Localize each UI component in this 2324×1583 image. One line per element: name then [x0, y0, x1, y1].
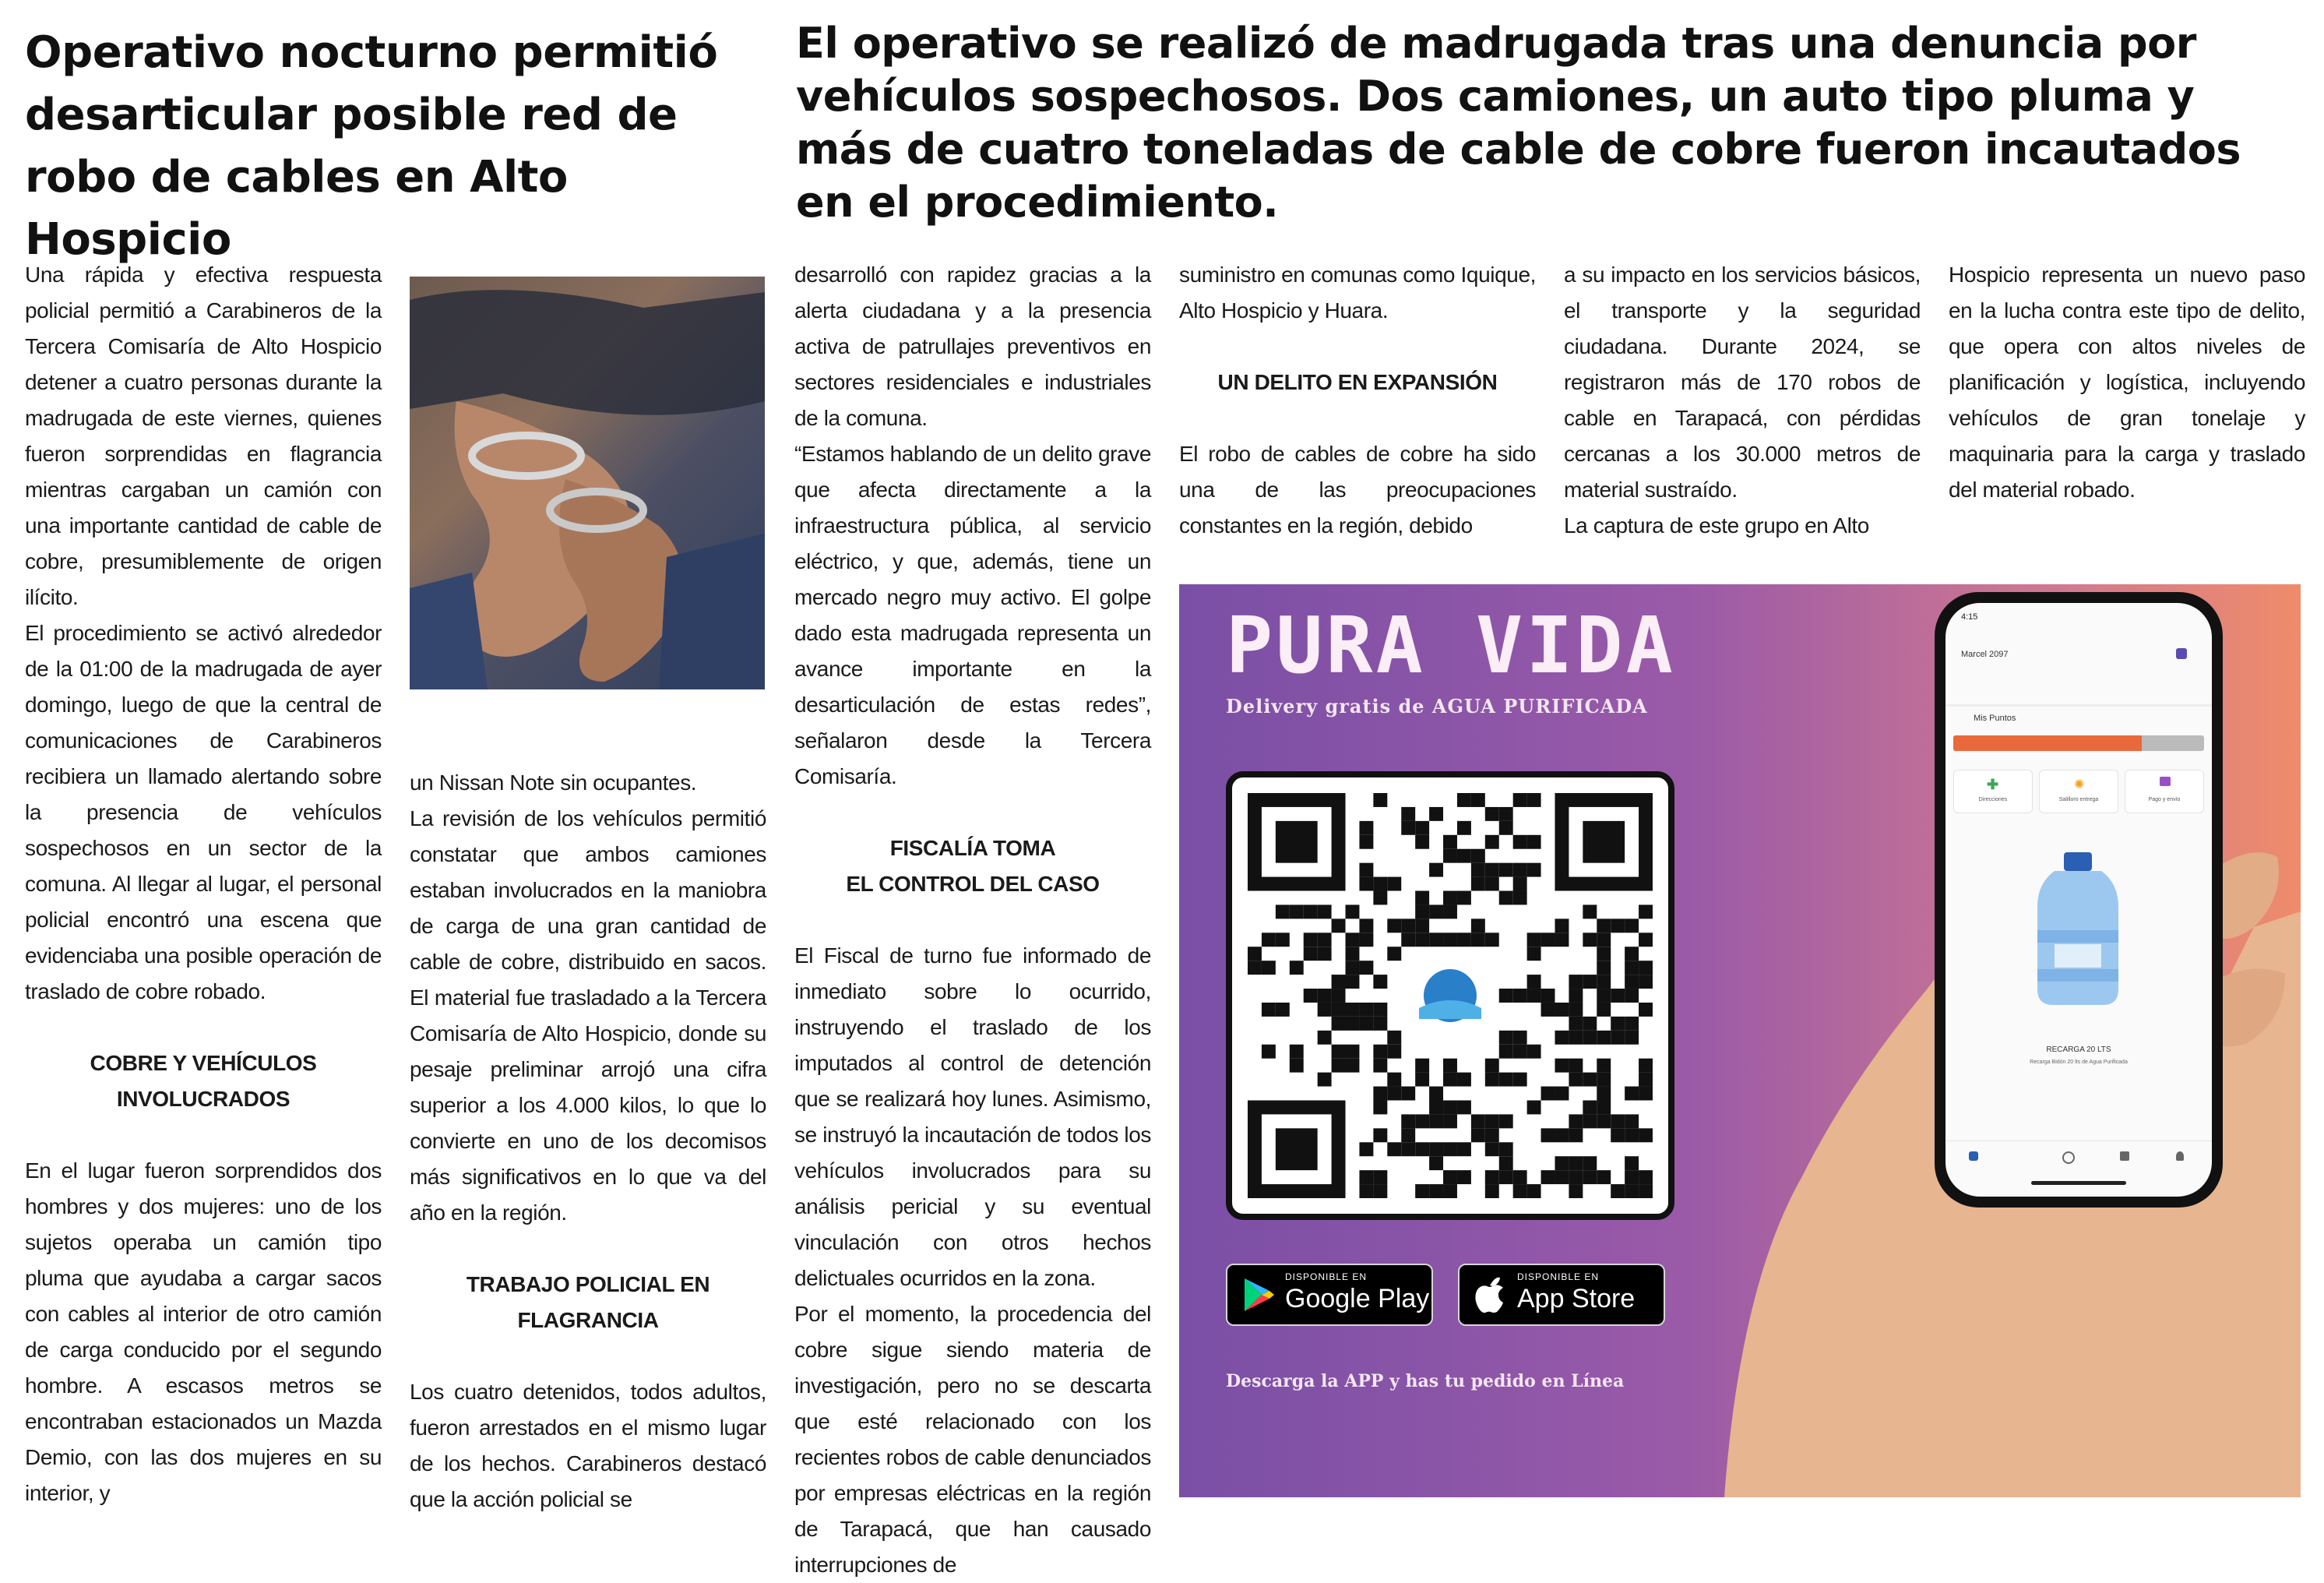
- google-play-caption: DISPONIBLE EN: [1285, 1271, 1368, 1282]
- article-column-1: [25, 257, 382, 1511]
- article-column-5: [1564, 257, 1921, 544]
- points-progress-fill: [1953, 735, 2142, 751]
- tile-payment: [2125, 770, 2204, 813]
- article-column-4: [1179, 257, 1536, 544]
- product-description: Recarga Bidón 20 lts de Agua Purificada: [2030, 1059, 2128, 1065]
- tile-delivery: [2039, 770, 2118, 813]
- home-icon: [1969, 1151, 1978, 1161]
- cart-icon: [2176, 648, 2187, 659]
- paragraph: desarrolló con rapidez gracias a la alerta ciudadana y a la presencia activa de patrullajes preventivos en sectores residenciales e industriales de la comuna.: [794, 263, 1151, 430]
- deck-subtitle: El operativo se realizó de madrugada tras una denuncia por vehículos sospechosos. Dos camiones, un auto tipo pluma y más de cuatro toneladas de cable de cobre fueron incautados en el procedimiento.: [796, 19, 2241, 227]
- tile-directions: [1953, 770, 2033, 813]
- paragraph: En el lugar fueron sorprendidos dos hombres y dos mujeres: uno de los sujetos operaba un camión tipo pluma que ayudaba a cargar sacos con cables al interior de otro camión de carga conducido por el segundo hombre. A escasos metros se encontraban estacionados un Mazda Demio, con las dos mujeres en su interior, y: [25, 1158, 382, 1505]
- section-subhead: EL CONTROL DEL CASO: [846, 872, 1100, 896]
- paragraph: Los cuatro detenidos, todos adultos, fueron arrestados en el mismo lugar de los hechos. Carabineros destacó que la acción policial se: [410, 1380, 766, 1511]
- home-indicator: [2031, 1181, 2126, 1185]
- article-column-3: [794, 257, 1151, 1583]
- phone-header-label: Marcel 2097: [1961, 650, 2009, 659]
- phone-screen: [1945, 603, 2212, 1197]
- points-progress-bar: [1953, 735, 2204, 751]
- paragraph: La revisión de los vehículos permitió constatar que ambos camiones estaban involucrados en la maniobra de carga de una gran cantidad de cable de cobre, distribuido en sacos. El material fue trasladado a la Tercera Comisaría de Alto Hospicio, donde su pesaje preliminar arrojó una cifra superior a los 4.000 kilos, lo que lo convierte en uno de los decomisos más significativos en lo que va del año en la región.: [410, 806, 766, 1225]
- tile-label: Direcciones: [1978, 797, 2008, 802]
- paragraph: El robo de cables de cobre ha sido una de las preocupaciones constantes en la región, debido: [1179, 442, 1536, 538]
- points-label: Mis Puntos: [1974, 714, 2016, 723]
- tile-label: Salilloro entrega: [2058, 797, 2099, 802]
- phone-mockup: [1935, 592, 2223, 1208]
- section-subhead: COBRE Y VEHÍCULOS INVOLUCRADOS: [90, 1051, 317, 1111]
- section-subhead: UN DELITO EN EXPANSIÓN: [1217, 370, 1498, 394]
- ad-tagline: Delivery gratis de AGUA PURIFICADA: [1226, 695, 1648, 717]
- phone-tiles: [1953, 770, 2204, 813]
- section-subhead: FISCALÍA TOMA: [889, 836, 1056, 860]
- article-column-2: [410, 765, 766, 1518]
- paragraph: El Fiscal de turno fue informado de inmediato sobre lo ocurrido, instruyendo el traslado de los imputados al control de detención que se realizará hoy lunes. Asimismo, se instruyó la incautación de todos los vehículos involucrados para su análisis pericial y su eventual vinculación con otros hechos delictuales ocurridos en la zona.: [794, 943, 1151, 1290]
- google-play-label: Google Play: [1285, 1284, 1430, 1313]
- headline: Operativo nocturno permitió desarticular posible red de robo de cables en Alto Hospicio: [25, 27, 718, 265]
- paragraph: a su impacto en los servicios básicos, el transporte y la seguridad ciudadana. Durante 2024, se registraron más de 170 robos de cable en Tarapacá, con pérdidas cercanas a los 30.000 metros de material sustraído.: [1564, 263, 1921, 502]
- paragraph: Hospicio representa un nuevo paso en la lucha contra este tipo de delito, que opera con altos niveles de planificación y logística, incluyendo vehículos de gran tonelaje y maquinaria para la carga y traslado del material robado.: [1949, 263, 2305, 502]
- article-column-6: [1949, 257, 2305, 508]
- paragraph: Por el momento, la procedencia del cobre sigue siendo materia de investigación, pero no se descarta que esté relacionado con los recientes robos de cable denunciados por empresas eléctricas en la región de Tarapacá, que han causado interrupciones de: [794, 1302, 1151, 1577]
- handcuffs-photo: [410, 277, 765, 689]
- paragraph: Una rápida y efectiva respuesta policial permitió a Carabineros de la Tercera Comisaría de Alto Hospicio detener a cuatro personas durante la madrugada de este viernes, quienes fueron sorprendidas en flagrancia mientras cargaban un camión con una importante cantidad de cable de cobre, presumiblemente de origen ilícito.: [25, 263, 382, 609]
- tile-label: Pago y envío: [2148, 797, 2181, 802]
- paragraph: un Nissan Note sin ocupantes.: [410, 770, 697, 795]
- water-jug-icon: [2031, 852, 2125, 1008]
- app-store-label: App Store: [1517, 1284, 1636, 1313]
- wallet-icon: [2160, 777, 2171, 786]
- sun-icon: ✺: [2074, 778, 2085, 792]
- cart-nav-icon: [2120, 1151, 2129, 1161]
- paragraph: El procedimiento se activó alrededor de la 01:00 de la madrugada de ayer domingo, luego de que la central de comunicaciones de Carabineros recibiera un llamado alertando sobre la presencia de vehículos sospechosos en un sector de la comuna. Al llegar al lugar, el personal policial encontró una escena que evidenciaba una posible operación de traslado de cobre robado.: [25, 621, 382, 1003]
- plus-icon: ✚: [1987, 777, 1999, 792]
- paragraph: suministro en comunas como Iquique, Alto Hospicio y Huara.: [1179, 263, 1536, 323]
- profile-icon: [2176, 1151, 2184, 1161]
- ad-brand: PURA VIDA: [1226, 600, 1676, 691]
- paragraph: “Estamos hablando de un delito grave que afecta directamente a la infraestructura pública, al servicio eléctrico, y que, además, tiene un mercado negro muy activo. El golpe dado esta madrugada representa un avance importante en la desarticulación de estas redes”, señalaron desde la Tercera Comisaría.: [794, 442, 1151, 788]
- ad-call-to-action: Descarga la APP y has tu pedido en Línea: [1226, 1371, 1625, 1391]
- pura-vida-advertisement[interactable]: [1179, 584, 2301, 1497]
- history-icon: [2062, 1151, 2075, 1164]
- status-time: 4:15: [1961, 612, 1978, 622]
- product-name: RECARGA 20 LTS: [2046, 1045, 2111, 1054]
- paragraph: La captura de este grupo en Alto: [1564, 513, 1869, 538]
- section-subhead: TRABAJO POLICIAL EN FLAGRANCIA: [466, 1272, 710, 1332]
- app-store-caption: DISPONIBLE EN: [1517, 1271, 1600, 1282]
